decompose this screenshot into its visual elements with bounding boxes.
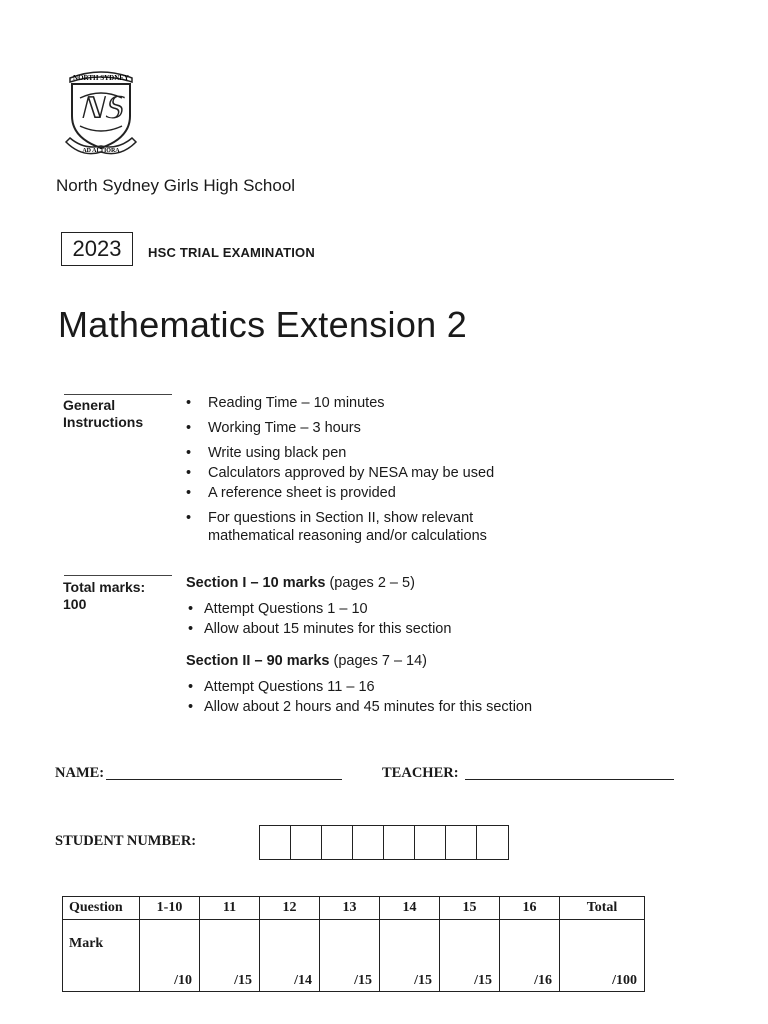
name-label: NAME:	[55, 765, 105, 781]
column-header: 13	[320, 897, 380, 920]
divider-rule	[64, 394, 172, 395]
list-item: • For questions in Section II, show relevant	[186, 510, 494, 527]
marks-table	[62, 896, 645, 992]
mark-cell[interactable]: /15	[440, 920, 500, 992]
mark-cell[interactable]: /15	[380, 920, 440, 992]
teacher-field[interactable]	[465, 779, 674, 780]
list-item: • A reference sheet is provided	[186, 485, 494, 502]
divider-rule	[64, 575, 172, 576]
column-header: 12	[260, 897, 320, 920]
list-item: • Attempt Questions 11 – 16	[188, 677, 532, 697]
mark-cell[interactable]: /10	[140, 920, 200, 992]
question-header: Question	[63, 897, 140, 920]
student-number-boxes	[259, 825, 509, 860]
school-crest-logo	[62, 68, 140, 158]
svg-text:AD ALTIORA: AD ALTIORA	[82, 148, 120, 154]
svg-text:NORTH SYDNEY: NORTH SYDNEY	[73, 74, 129, 82]
list-item: • Allow about 2 hours and 45 minutes for this section	[188, 697, 532, 717]
column-header: 11	[200, 897, 260, 920]
section-2-heading: Section II – 90 marks (pages 7 – 14)	[186, 653, 428, 669]
student-number-digit-box[interactable]	[446, 826, 477, 859]
total-marks-label: Total marks: 100	[63, 579, 146, 612]
mark-cell[interactable]: /15	[200, 920, 260, 992]
marks-table-row	[63, 920, 645, 992]
list-item: • Write using black pen	[186, 445, 494, 462]
column-header: 14	[380, 897, 440, 920]
exam-type: HSC TRIAL EXAMINATION	[148, 245, 315, 260]
mark-cell[interactable]: /15	[320, 920, 380, 992]
mark-cell[interactable]: /16	[500, 920, 560, 992]
student-number-digit-box[interactable]	[384, 826, 415, 859]
mark-row-label: Mark	[63, 920, 140, 992]
student-number-digit-box[interactable]	[415, 826, 446, 859]
marks-table-header-row	[63, 897, 645, 920]
mark-cell[interactable]: /100	[560, 920, 645, 992]
teacher-label: TEACHER:	[382, 765, 459, 781]
student-number-digit-box[interactable]	[353, 826, 384, 859]
section-1-heading: Section I – 10 marks (pages 2 – 5)	[186, 575, 415, 591]
column-header: Total	[560, 897, 645, 920]
list-item: • Allow about 15 minutes for this section	[188, 619, 451, 639]
general-instructions-list	[186, 395, 494, 527]
school-name: North Sydney Girls High School	[56, 176, 296, 195]
exam-year: 2023	[61, 232, 133, 266]
section-1-list	[188, 599, 451, 639]
subject-title: Mathematics Extension 2	[58, 304, 468, 345]
general-instructions-label: General Instructions	[63, 397, 144, 430]
list-item: • Working Time – 3 hours	[186, 420, 494, 437]
student-number-digit-box[interactable]	[477, 826, 508, 859]
student-number-label: STUDENT NUMBER:	[55, 833, 197, 849]
column-header: 15	[440, 897, 500, 920]
student-number-digit-box[interactable]	[291, 826, 322, 859]
svg-text:ℕ𝕊: ℕ𝕊	[79, 92, 123, 125]
list-item: • Reading Time – 10 minutes	[186, 395, 494, 412]
name-field[interactable]	[106, 779, 342, 780]
student-number-digit-box[interactable]	[260, 826, 291, 859]
section-2-list	[188, 677, 532, 717]
column-header: 1-10	[140, 897, 200, 920]
column-header: 16	[500, 897, 560, 920]
instruction-continuation: mathematical reasoning and/or calculations	[208, 528, 487, 544]
mark-cell[interactable]: /14	[260, 920, 320, 992]
student-number-digit-box[interactable]	[322, 826, 353, 859]
list-item: • Attempt Questions 1 – 10	[188, 599, 451, 619]
list-item: • Calculators approved by NESA may be used	[186, 465, 494, 482]
